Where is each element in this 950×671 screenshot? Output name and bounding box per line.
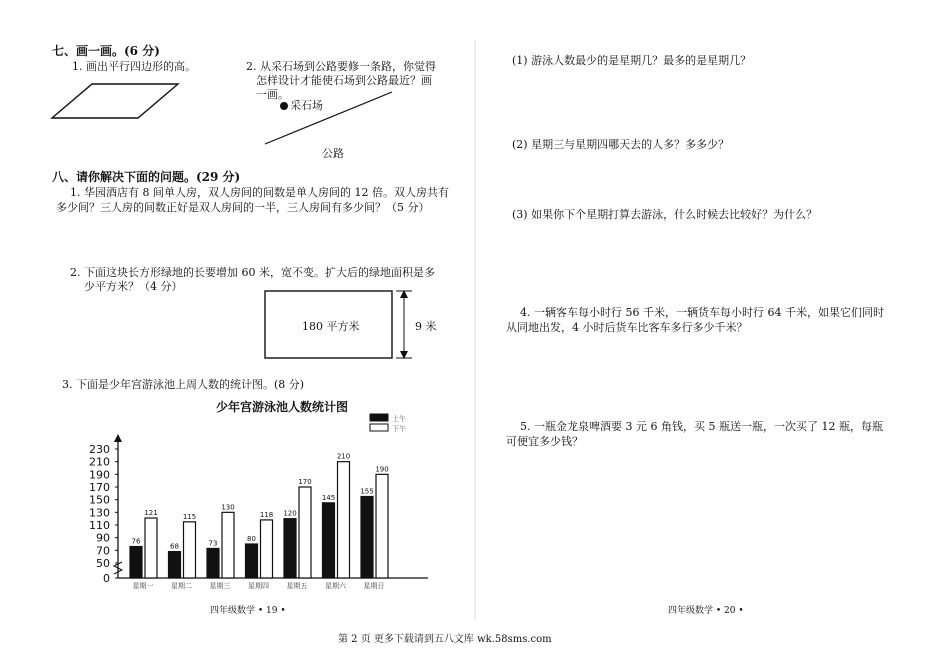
left-page-footer: 四年级数学 • 19 • [210,606,286,616]
bar [338,462,350,578]
q3-1-text: (1) 游泳人数最少的是星期几？最多的是星期几？ [512,54,752,67]
bar [261,520,273,578]
q4-line2: 从同地出发，4 小时后货车比客车多行多少千米？ [506,321,748,334]
q8-1-line2: 多少间？三人房的间数正好是双人房间的一半，三人房间有多少间？（5 分） [56,201,430,214]
q7-2-line2: 怎样设计才能使石场到公路最近？画 [256,74,432,87]
bar-value-label: 115 [182,512,197,521]
road-label: 公路 [322,147,344,160]
axis-break [114,562,122,574]
bar-value-label: 121 [144,509,158,518]
bar [222,512,234,578]
bottom-footer: 第 2 页 更多下载请到五八文库 wk.58sms.com [338,634,552,645]
category-label: 星期四 [248,582,269,590]
category-label: 星期日 [363,582,385,590]
y-tick-label: 170 [89,481,110,494]
bar [145,518,157,578]
bar-value-label: 130 [221,503,235,512]
bar [284,519,296,578]
bar-value-label: 155 [360,487,374,496]
y-tick-label: 50 [96,557,110,570]
y-tick-label: 90 [96,531,110,545]
bar-value-label: 76 [131,537,141,546]
q8-1-line1: 1. 华园酒店有 8 间单人房，双人房间的间数是单人房间的 12 倍。双人房共有 [70,186,449,199]
bar [299,487,311,578]
category-label: 星期三 [209,582,231,590]
y-tick-label: 230 [89,443,110,456]
y-tick-label: 0 [103,572,110,585]
bar [207,548,219,578]
bar [323,503,335,578]
y-tick-label: 150 [89,493,110,507]
category-label: 星期二 [171,582,192,590]
q8-2-line2: 少平方米？（4 分） [84,280,183,293]
category-label: 星期一 [132,582,154,590]
right-page-footer: 四年级数学 • 20 • [668,606,744,616]
q4-line1: 4. 一辆客车每小时行 56 千米，一辆货车每小时行 64 千米，如果它们同时 [520,306,884,319]
bar [130,547,142,578]
bar-value-label: 210 [336,452,351,461]
bar [246,544,258,578]
bar [361,497,373,579]
bar-value-label: 73 [208,539,218,548]
q5-line1: 5. 一瓶金龙泉啤酒要 3 元 6 角钱，买 5 瓶送一瓶，一次买了 12 瓶，每瓶 [520,420,883,433]
q3-2-text: (2) 星期三与星期四哪天去的人多？多多少？ [512,138,730,151]
section-7-title: 七、画一画。(6 分) [52,44,160,58]
q8-2-line1: 2. 下面这块长方形绿地的长要增加 60 米，宽不变。扩大后的绿地面积是多 [70,266,435,279]
bar-value-label: 80 [247,535,256,543]
q7-2-line1: 2. 从采石场到公路要修一条路，你觉得 [246,60,436,73]
y-tick-label: 190 [89,468,110,482]
bar [376,474,388,578]
rect-width-label: 9 米 [415,320,437,333]
bar-value-label: 190 [375,465,389,474]
legend-label: 上午 [392,415,406,423]
y-tick-label: 70 [96,544,110,558]
bar-value-label: 68 [170,542,179,551]
y-tick-label: 210 [89,455,110,469]
bar-value-label: 118 [259,510,274,519]
bar-value-label: 170 [298,478,312,486]
y-tick-label: 130 [89,506,110,520]
q8-3-text: 3. 下面是少年宫游泳池上周人数的统计图。(8 分) [62,378,305,391]
legend-label: 下午 [392,425,406,433]
q3-3-text: (3) 如果你下个星期打算去游泳，什么时候去比较好？为什么？ [512,208,818,221]
legend-swatch [370,424,388,431]
q7-2-line3: 一画。 [256,88,289,101]
legend-swatch [370,414,388,421]
quarry-label: 采石场 [290,99,323,112]
category-label: 星期五 [286,582,308,590]
section-8-title: 八、请你解决下面的问题。(29 分) [52,170,241,184]
q7-1-text: 1. 画出平行四边形的高。 [72,60,196,73]
y-tick-label: 110 [89,519,110,532]
chart-title: 少年宫游泳池人数统计图 [216,400,349,414]
y-axis-arrow [114,434,122,442]
bar [184,522,196,578]
category-label: 星期六 [325,582,346,590]
bar-value-label: 120 [283,509,297,518]
rect-area-label: 180 平方米 [302,320,360,333]
q5-line2: 可便宜多少钱？ [506,435,583,448]
bar-value-label: 145 [321,493,336,502]
bar [169,552,181,578]
